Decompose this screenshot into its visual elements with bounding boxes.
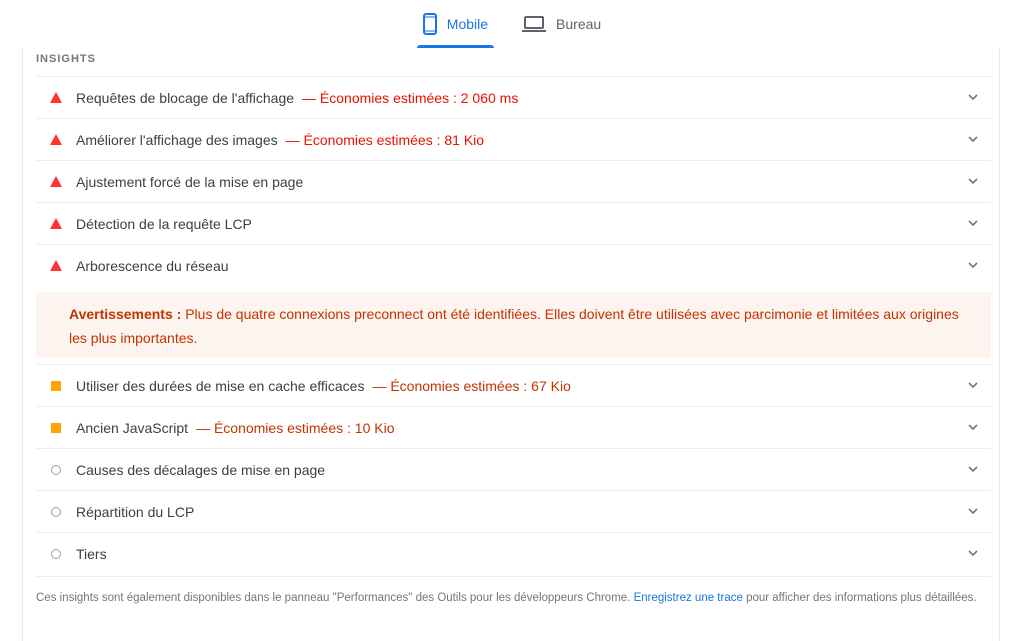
insights-panel [22, 48, 1000, 641]
insights-list [36, 76, 991, 574]
chevron-down-icon[interactable] [967, 216, 979, 232]
chevron-down-icon[interactable] [967, 258, 979, 274]
chevron-down-icon[interactable] [967, 378, 979, 394]
insight-label: Tiers [76, 545, 107, 562]
insight-label: Améliorer l'affichage des images [76, 131, 278, 148]
insight-row[interactable] [36, 160, 991, 202]
fail-triangle-icon [50, 134, 62, 145]
fail-triangle-icon [50, 218, 62, 229]
insight-row[interactable] [36, 448, 991, 490]
average-square-icon [51, 423, 61, 433]
insight-row[interactable] [36, 532, 991, 574]
insight-label: Répartition du LCP [76, 503, 195, 520]
insights-footer [36, 576, 991, 609]
chevron-down-icon[interactable] [967, 174, 979, 190]
insight-row[interactable] [36, 364, 991, 406]
chevron-down-icon[interactable] [967, 420, 979, 436]
warning-prefix: Avertissements : [69, 306, 182, 322]
insight-row[interactable] [36, 490, 991, 532]
insight-savings: — Économies estimées : 67 Kio [372, 377, 571, 394]
record-trace-link[interactable]: Enregistrez une trace [633, 592, 743, 604]
chevron-down-icon[interactable] [967, 132, 979, 148]
insight-label: Détection de la requête LCP [76, 215, 252, 232]
chevron-down-icon[interactable] [967, 90, 979, 106]
footer-text-after: pour afficher des informations plus détaillées. [742, 592, 977, 604]
section-title: INSIGHTS [36, 53, 96, 65]
average-square-icon [51, 381, 61, 391]
fail-triangle-icon [50, 92, 62, 103]
insight-row[interactable] [36, 406, 991, 448]
info-circle-icon [51, 549, 61, 559]
info-circle-icon [51, 507, 61, 517]
insight-savings: — Économies estimées : 2 060 ms [302, 89, 519, 106]
insight-savings: — Économies estimées : 81 Kio [285, 131, 485, 148]
chevron-down-icon[interactable] [967, 462, 979, 478]
device-tabs [0, 0, 1024, 50]
insight-label: Arborescence du réseau [76, 257, 229, 274]
fail-triangle-icon [50, 260, 62, 271]
insight-label: Ajustement forcé de la mise en page [76, 173, 304, 190]
fail-triangle-icon [50, 176, 62, 187]
insight-label: Utiliser des durées de mise en cache efficaces [76, 377, 365, 394]
chevron-down-icon[interactable] [967, 546, 979, 562]
insight-label: Ancien JavaScript [76, 419, 189, 436]
info-circle-icon [51, 465, 61, 475]
insight-row[interactable] [36, 202, 991, 244]
smartphone-icon [423, 13, 437, 35]
tab-mobile[interactable] [419, 0, 492, 48]
insight-row[interactable] [36, 118, 991, 160]
laptop-icon [522, 15, 546, 33]
insight-label: Causes des décalages de mise en page [76, 461, 326, 478]
tab-mobile-label: Mobile [446, 16, 489, 32]
insight-label: Requêtes de blocage de l'affichage [76, 89, 295, 106]
warning-box [36, 292, 991, 358]
insight-row[interactable] [36, 244, 991, 286]
tab-bureau[interactable] [518, 0, 605, 48]
footer-text: Ces insights sont également disponibles dans le panneau "Performances" des Outils pour les développeurs Chrome. [36, 592, 634, 604]
chevron-down-icon[interactable] [967, 504, 979, 520]
warning-text: Plus de quatre connexions preconnect ont été identifiées. Elles doivent être utilisées avec parcimonie et limitées aux origines les plus importantes. [69, 306, 959, 346]
insight-row[interactable] [36, 76, 991, 118]
tab-bureau-label: Bureau [556, 16, 602, 32]
insight-savings: — Économies estimées : 10 Kio [196, 419, 395, 436]
